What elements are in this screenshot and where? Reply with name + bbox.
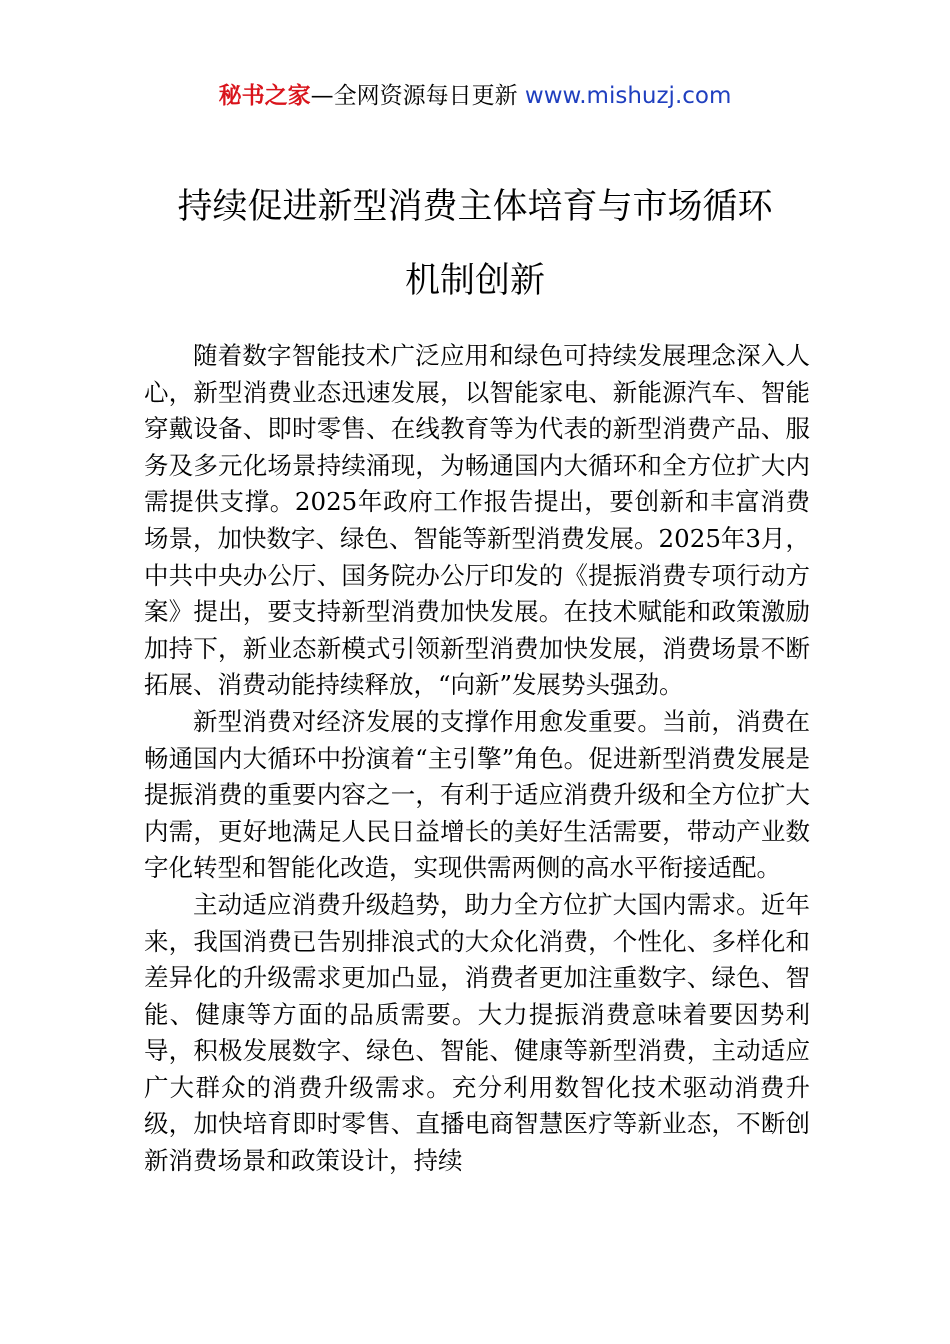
- article-body: [144, 338, 810, 1180]
- paragraph-2: 新型消费对经济发展的支撑作用愈发重要。当前，消费在畅通国内大循环中扮演着“主引擎”角色。促进新型消费发展是提振消费的重要内容之一，有利于适应消费升级和全方位扩大内需，更好地满足人民日益增长的美好生活需要，带动产业数字化转型和智能化改造，实现供需两侧的高水平衔接适配。: [144, 706, 810, 883]
- site-header: [0, 80, 950, 112]
- article-title-line-1: 持续促进新型消费主体培育与市场循环: [177, 187, 773, 227]
- paragraph-3: 主动适应消费升级趋势，助力全方位扩大国内需求。近年来，我国消费已告别排浪式的大众化消费，个性化、多样化和差异化的升级需求更加凸显，消费者更加注重数字、绿色、智能、健康等方面的品质需要。大力提振消费意味着要因势利导，积极发展数字、绿色、智能、健康等新型消费，主动适应广大群众的消费升级需求。充分利用数智化技术驱动消费升级，加快培育即时零售、直播电商智慧医疗等新业态，不断创新消费场景和政策设计，持续: [144, 889, 810, 1176]
- site-tagline: —全网资源每日更新: [310, 83, 525, 109]
- site-brand: 秘书之家: [218, 83, 311, 109]
- article-title: [0, 170, 950, 318]
- article-title-line-2: 机制创新: [404, 261, 545, 301]
- site-url[interactable]: www.mishuzj.com: [524, 83, 732, 109]
- paragraph-1: 随着数字智能技术广泛应用和绿色可持续发展理念深入人心，新型消费业态迅速发展，以智能家电、新能源汽车、智能穿戴设备、即时零售、在线教育等为代表的新型消费产品、服务及多元化场景持续涌现，为畅通国内大循环和全方位扩大内需提供支撑。2025年政府工作报告提出，要创新和丰富消费场景，加快数字、绿色、智能等新型消费发展。2025年3月，中共中央办公厅、国务院办公厅印发的《提振消费专项行动方案》提出，要支持新型消费加快发展。在技术赋能和政策激励加持下，新业态新模式引领新型消费加快发展，消费场景不断拓展、消费动能持续释放，“向新”发展势头强劲。: [144, 341, 810, 700]
